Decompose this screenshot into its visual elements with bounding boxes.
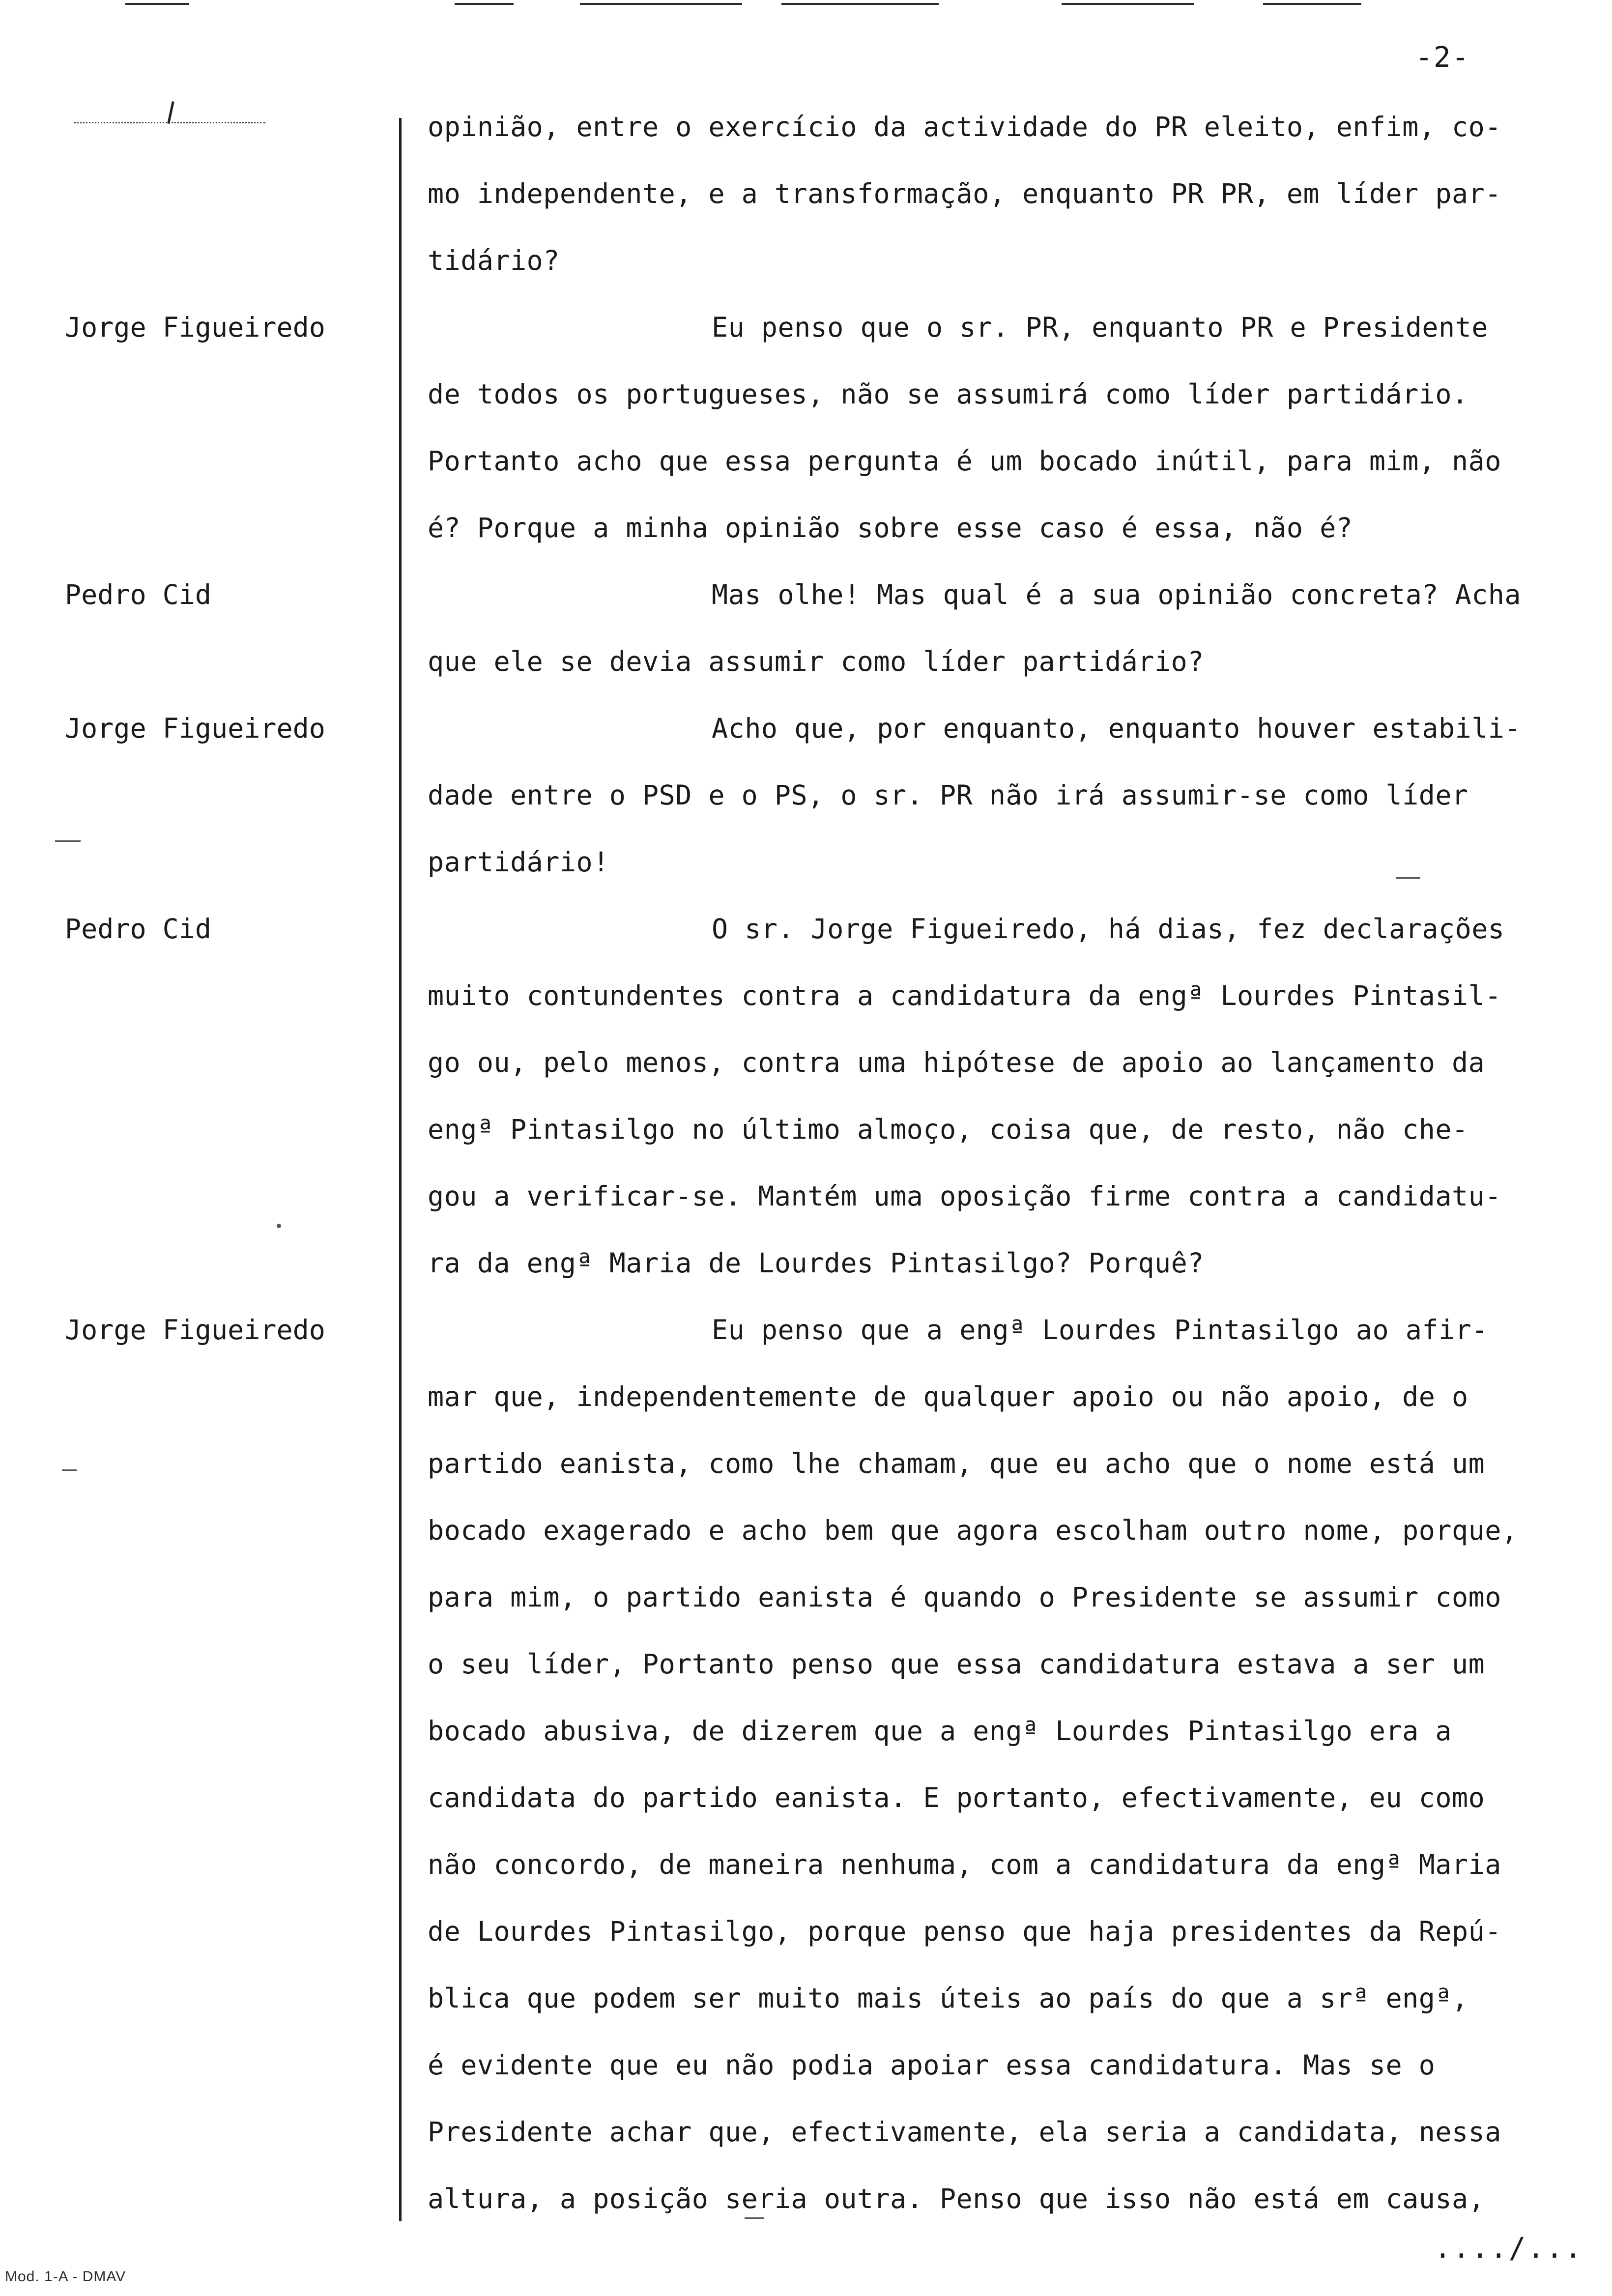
continuation-marker: ..../... bbox=[1434, 2231, 1583, 2265]
margin-mark bbox=[74, 97, 265, 123]
transcript-line: Eu penso que o sr. PR, enquanto PR e Presidente bbox=[712, 312, 1488, 343]
transcript-line: é evidente que eu não podia apoiar essa candidatura. Mas se o bbox=[428, 2049, 1436, 2081]
stray-mark bbox=[1396, 877, 1420, 879]
speaker-label: Jorge Figueiredo bbox=[65, 1314, 325, 1346]
stray-mark bbox=[55, 840, 81, 842]
stray-mark bbox=[62, 1469, 77, 1471]
top-rule bbox=[781, 3, 939, 5]
transcript-line: que ele se devia assumir como líder partidário? bbox=[428, 646, 1204, 677]
transcript-line: bocado abusiva, de dizerem que a engª Lourdes Pintasilgo era a bbox=[428, 1715, 1452, 1747]
transcript-line: partidário! bbox=[428, 846, 609, 878]
transcript-line: gou a verificar-se. Mantém uma oposição firme contra a candidatu- bbox=[428, 1180, 1501, 1212]
page-number: -2- bbox=[1415, 40, 1470, 74]
speaker-label: Pedro Cid bbox=[65, 579, 212, 610]
transcript-line: ra da engª Maria de Lourdes Pintasilgo? Porquê? bbox=[428, 1247, 1204, 1279]
transcript-line: bocado exagerado e acho bem que agora escolham outro nome, porque, bbox=[428, 1515, 1518, 1546]
transcript-line: opinião, entre o exercício da actividade do PR eleito, enfim, co- bbox=[428, 111, 1501, 143]
transcript-line: de Lourdes Pintasilgo, porque penso que haja presidentes da Repú- bbox=[428, 1916, 1501, 1947]
transcript-line: Eu penso que a engª Lourdes Pintasilgo ao afir- bbox=[712, 1314, 1488, 1346]
transcript-line: altura, a posição seria outra. Penso que isso não está em causa, bbox=[428, 2183, 1485, 2214]
transcript-line: tidário? bbox=[428, 245, 560, 276]
transcript-line: Acho que, por enquanto, enquanto houver estabili- bbox=[712, 713, 1522, 744]
transcript-line: muito contundentes contra a candidatura da engª Lourdes Pintasil- bbox=[428, 980, 1501, 1011]
transcript-line: é? Porque a minha opinião sobre esse caso é essa, não é? bbox=[428, 512, 1353, 544]
transcript-line: mo independente, e a transformação, enquanto PR PR, em líder par- bbox=[428, 178, 1501, 209]
transcript-line: não concordo, de maneira nenhuma, com a candidatura da engª Maria bbox=[428, 1849, 1501, 1880]
transcript-line: o seu líder, Portanto penso que essa candidatura estava a ser um bbox=[428, 1648, 1485, 1680]
speaker-label: Pedro Cid bbox=[65, 913, 212, 945]
speaker-label: Jorge Figueiredo bbox=[65, 713, 325, 744]
transcript-line: engª Pintasilgo no último almoço, coisa que, de resto, não che- bbox=[428, 1114, 1468, 1145]
transcript-line: para mim, o partido eanista é quando o Presidente se assumir como bbox=[428, 1581, 1501, 1613]
transcript-line: O sr. Jorge Figueiredo, há dias, fez declarações bbox=[712, 913, 1505, 945]
form-code: Mod. 1-A - DMAV bbox=[5, 2268, 126, 2285]
transcript-line: dade entre o PSD e o PS, o sr. PR não irá assumir-se como líder bbox=[428, 779, 1468, 811]
speaker-label: Jorge Figueiredo bbox=[65, 312, 325, 343]
margin-tick bbox=[167, 101, 174, 124]
top-rule bbox=[1062, 3, 1194, 5]
top-rule bbox=[1263, 3, 1361, 5]
top-rule bbox=[125, 3, 189, 5]
stray-mark bbox=[277, 1224, 281, 1228]
transcript-line: Portanto acho que essa pergunta é um bocado inútil, para mim, não bbox=[428, 445, 1501, 477]
transcript-line: go ou, pelo menos, contra uma hipótese de apoio ao lançamento da bbox=[428, 1047, 1485, 1078]
transcript-line: Presidente achar que, efectivamente, ela seria a candidata, nessa bbox=[428, 2116, 1501, 2148]
column-divider bbox=[399, 118, 402, 2221]
transcript-line: candidata do partido eanista. E portanto, efectivamente, eu como bbox=[428, 1782, 1485, 1813]
transcript-line: Mas olhe! Mas qual é a sua opinião concreta? Acha bbox=[712, 579, 1522, 610]
transcript-line: blica que podem ser muito mais úteis ao país do que a srª engª, bbox=[428, 1982, 1468, 2014]
transcript-line: mar que, independentemente de qualquer apoio ou não apoio, de o bbox=[428, 1381, 1468, 1412]
top-rule bbox=[580, 3, 742, 5]
transcript-line: de todos os portugueses, não se assumirá como líder partidário. bbox=[428, 378, 1468, 410]
transcript-line: partido eanista, como lhe chamam, que eu acho que o nome está um bbox=[428, 1448, 1485, 1479]
top-rule bbox=[455, 3, 514, 5]
